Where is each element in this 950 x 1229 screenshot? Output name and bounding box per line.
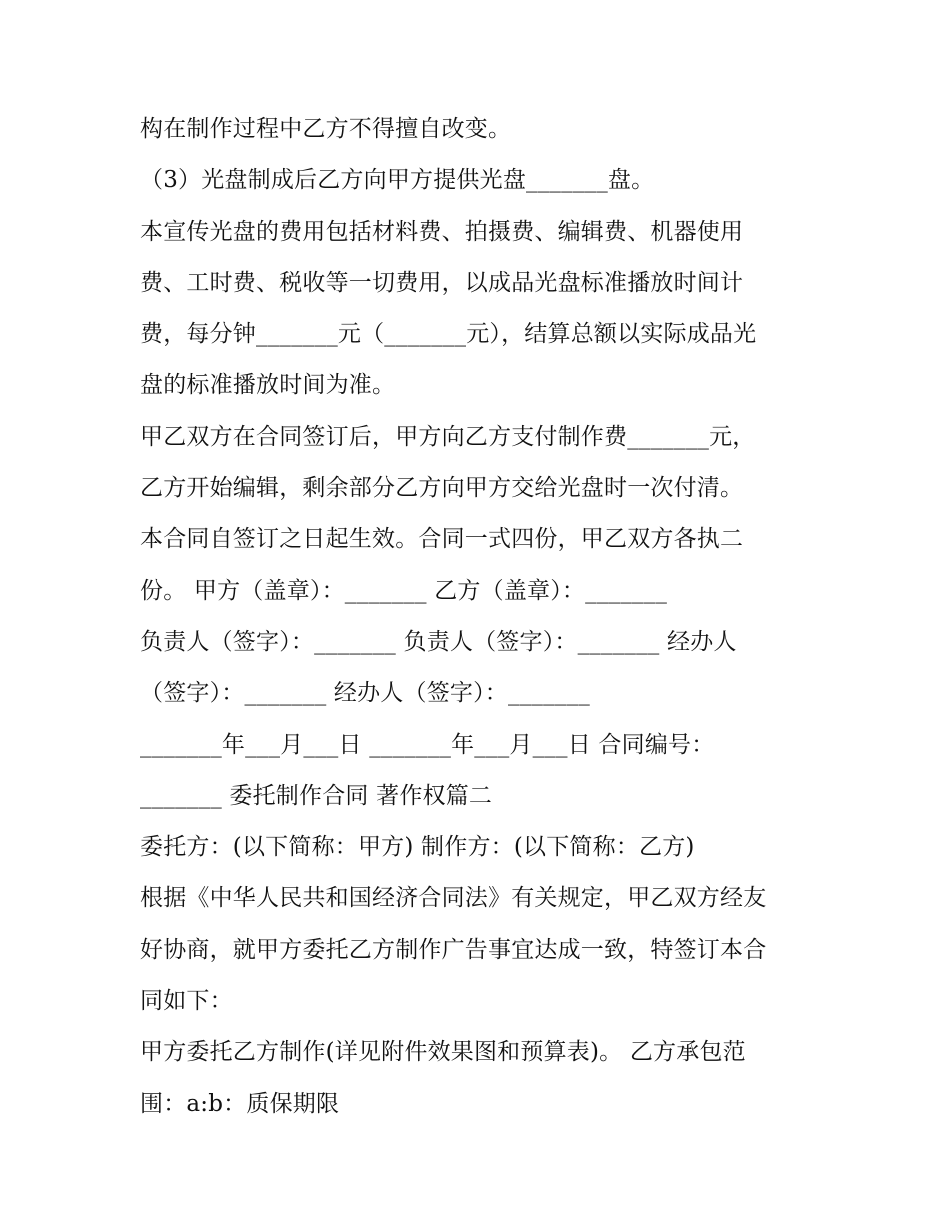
text-line: 费，每分钟_______元（_______元），结算总额以实际成品光 (140, 321, 757, 348)
text-line: 甲方委托乙方制作(详见附件效果图和预算表)。 乙方承包范 (140, 1039, 746, 1066)
text-line: 同如下： (140, 988, 233, 1015)
contract-text (140, 104, 830, 1130)
text-line: 本宣传光盘的费用包括材料费、拍摄费、编辑费、机器使用 (140, 218, 744, 245)
text-line: 委托方：(以下简称：甲方) 制作方：(以下简称：乙方) (140, 834, 695, 861)
text-line: _______年___月___日 _______年___月___日 合同编号： (140, 731, 715, 758)
text-line: （3）光盘制成后乙方向甲方提供光盘_______盘。 (140, 167, 655, 194)
text-line: 盘的标准播放时间为准。 (140, 372, 396, 399)
text-line: 本合同自签订之日起生效。合同一式四份，甲乙双方各执二 (140, 526, 744, 553)
text-line: 构在制作过程中乙方不得擅自改变。 (140, 116, 512, 142)
text-line: 份。 甲方（盖章）：_______ 乙方（盖章）：_______ (140, 577, 668, 604)
text-line: _______ 委托制作合同 著作权篇二 (140, 782, 493, 809)
text-line: 负责人（签字）：_______ 负责人（签字）：_______ 经办人 (140, 628, 737, 655)
text-line: 好协商，就甲方委托乙方制作广告事宜达成一致，特签订本合 (140, 936, 767, 963)
text-line: 乙方开始编辑，剩余部分乙方向甲方交给光盘时一次付清。 (140, 475, 744, 502)
text-line: （签字）：_______ 经办人（签字）：_______ (140, 680, 590, 707)
text-line: 围：a:b：质保期限 (140, 1090, 340, 1117)
text-line: 甲乙双方在合同签订后，甲方向乙方支付制作费_______元， (140, 423, 756, 450)
text-line: 费、工时费、税收等一切费用，以成品光盘标准播放时间计 (140, 269, 744, 296)
text-line: 根据《中华人民共和国经济合同法》有关规定，甲乙双方经友 (140, 885, 767, 912)
